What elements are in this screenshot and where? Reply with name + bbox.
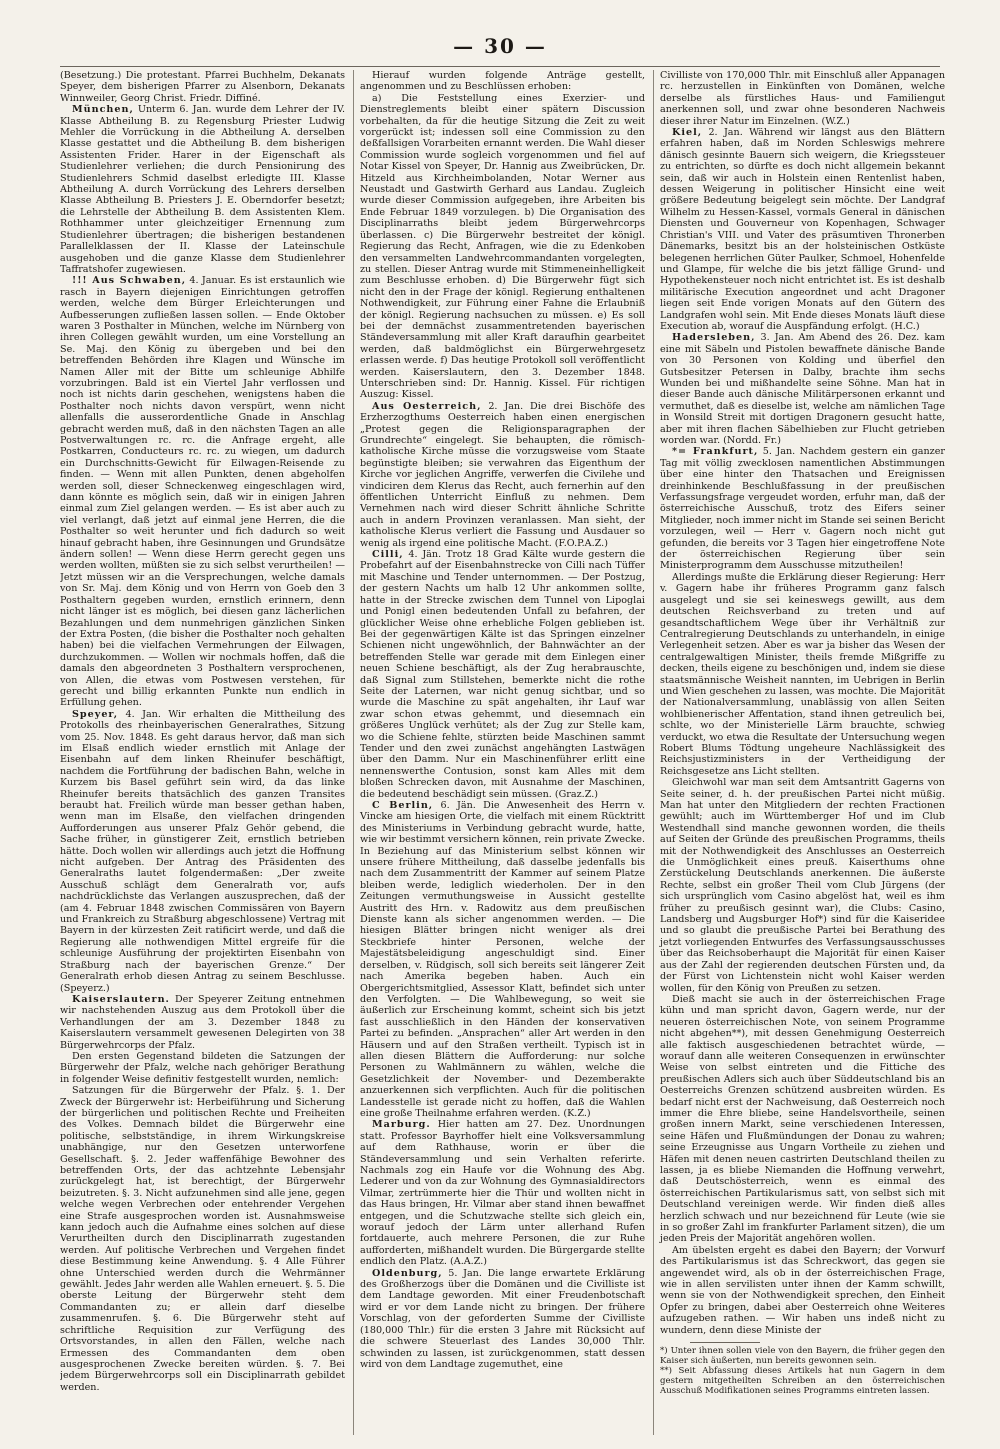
paragraph-text: 2. Jan. Die drei Bischöfe des Erzherzogthums Oesterreich haben einen energischen „Protest gegen die Religionsparagraphen der Grundrechte“ eingelegt. Sie behaupten, die römisch-katholische Kirche müsse die vorzugsweise vom Staate begünstigte bleiben; sie verwahren das Eigenthum der Kirche vor jeglichen Angriffe, verwerfen die Civilehe und vindiciren dem Klerus das Recht, auch fernerhin auf den öffentlichen Unterricht Einfluß zu nehmen. Dem Vernehmen nach wird dieser Schritt ähnliche Schritte auch in andern Provinzen veranlassen. Man sieht, der katholische Klerus verliert die Fassung und Ausdauer so wenig als irgend eine politische Macht. (F.O.P.A.Z.) bbox=[360, 400, 645, 549]
column-2 bbox=[353, 70, 645, 1435]
footnote-rule bbox=[690, 1342, 760, 1343]
dateline: Speyer, bbox=[72, 708, 119, 720]
article-paragraph bbox=[660, 777, 945, 994]
paragraph-text: Der Speyerer Zeitung entnehmen wir nachstehenden Auszug aus dem Protokoll über die Verhandlungen der am 3. Dezember 1848 zu Kaiserslautern versammelt gewesenen Delegirten von 38 Bürgerwehrcorps der Pfalz. bbox=[60, 993, 345, 1051]
article-paragraph bbox=[60, 70, 345, 104]
article-paragraph bbox=[360, 70, 645, 93]
paragraph-text: 5. Jan. Nachdem gestern ein ganzer Tag mit völlig zwecklosen namentlichen Abstimmungen über eine hinter den Thatsachen und Ereignissen dreinhinkende Beschlußfassung in der preußischen Verfassungsfrage vergeudet worden, erfuhr man, daß der österreichische Ausschuß, trotz des Eifers seiner Mitglieder, noch immer nicht im Stande sei seinen Bericht vorzulegen, weil — Herr v. Gagern noch nicht gut gefunden, die bereits vor 3 Tagen hier eingetroffene Note der österreichischen Regierung über sein Ministerprogramm dem Ausschusse mitzutheilen! bbox=[660, 446, 945, 572]
dateline: Kaiserslautern. bbox=[72, 993, 170, 1005]
paragraph-text: Allerdings mußte die Erklärung dieser Regierung: Herr v. Gagern habe ihr früheres Programm ganz falsch ausgelegt und sie sei keineswegs gewillt, aus dem deutschen Reichsverband zu treten und auf gesandtschaftlichem Wege über ihr Verhältniß zur Centralregierung Deutschlands zu unterhandeln, in einige Verlegenheit setzen. Aber es war ja bisher das Wesen der centralgewaltigen Minister, theils fremde Mißgriffe zu decken, theils eigene zu beschönigen und, indem sie diese staatsmännische Weisheit nannten, im Uebrigen in Berlin und Wien geschehen zu lassen, was mochte. Die Majorität der Nationalversammlung, unablässig von allen Seiten wohlbienerischer Affentation, stand ihnen getreulich bei, schlte, wo der Ministerielle Lärm brauchte, schwieg verduckt, wo etwa die Resultate der Untersuchung wegen Robert Blums Tödtung ungeheure Nachlässigkeit des Reichsjustizministers in der Vertheidigung der Reichsgesetze ans Licht stellten. bbox=[660, 571, 945, 777]
article-paragraph bbox=[60, 275, 345, 708]
article-paragraph bbox=[60, 709, 345, 994]
text-columns bbox=[60, 70, 945, 1435]
paragraph-text: a) Die Feststellung eines Exerzier- und Dienstreglements bleibt einer spätern Discussion vorbehalten, da für die heutige Sitzung die Zeit zu weit vorgerückt ist; indessen soll eine Commission zu den deßfallsigen Vorarbeiten ernannt werden. Die Wahl dieser Commission wurde sogleich vorgenommen und fiel auf Notar Kissel von Speyer, Dr. Hannig aus Zweibrücken, Dr. Hitzeld aus Kirchheimbolanden, Notar Werner aus Neustadt und Gastwirth Gerhard aus Landau. Zugleich wurde dieser Commission aufgegeben, ihre Arbeiten bis Ende Februar 1849 vorzulegen. b) Die Organisation des Disciplinarraths bleibt jedem Bürgerwehrcorps überlassen. c) Die Bürgerwehr bestreitet der königl. Regierung das Recht, Anfragen, wie die zu Edenkoben den versammelten Landwehrcommandanten vorgelegten, zu stellen. Dieser Antrag wurde mit Stimmeneinhelligkeit zum Beschlusse erhoben. d) Die Bürgerwehr fügt sich nicht den in der Frage der königl. Regierung enthaltenen Nothwendigkeit, zur Führung einer Fahne die Erlaubniß der königl. Regierung nachsuchen zu müssen. e) Es soll bei der demnächst zusammentretenden bayerischen Ständeversammlung mit aller Kraft daraufhin gearbeitet werden, daß baldmöglichst ein Bürgerwehrgesetz erlassen werde. f) Das heutige Protokoll soll veröffentlicht werden. Kaiserslautern, den 3. Dezember 1848. Unterschrieben sind: Dr. Hannig. Kissel. Für richtigen Auszug: Kissel. bbox=[360, 92, 645, 401]
paragraph-text: Gleichwohl war man seit dem Amtsantritt Gagerns von Seite seiner, d. h. der preußischen Partei nicht müßig. Man hat unter den Mitgliedern der rechten Fractionen gewühlt; auch im Württemberger Hof und im Club Westendhall sind manche gewonnen worden, die theils auf Seiten der Gründe des preußischen Programms, theils mit der Nothwendigkeit des Anschlusses an Oesterreich die Unmöglichkeit eines preuß. Kaiserthums ohne Zerstückelung Deutschlands anerkennen. Die äußerste Rechte, selbst ein großer Theil vom Club Jürgens (der sich ursprünglich vom Casino abgelöst hat, weil es ihm früher zu preußisch gesinnt war), die Clubs: Casino, Landsberg und Augsburger Hof*) sind für die Kaiseridee und so glaubt die preußische Partei bei Berathung des jetzt vorliegenden Entwurfes des Verfassungsausschusses über das Reichsoberhaupt die Majorität für einen Kaiser aus der Zahl der regierenden deutschen Fürsten und, da der Fürst von Lichtenstein nicht wohl Kaiser werden wollen, für den König von Preußen zu setzen. bbox=[660, 777, 945, 994]
header-rule bbox=[60, 66, 940, 67]
article-paragraph bbox=[60, 104, 345, 275]
paragraph-text: 2. Jan. Während wir längst aus den Blättern erfahren haben, daß im Norden Schleswigs mehrere dänisch gesinnte Bauern sich weigern, die Kriegssteuer zu entrichten, so dürfte es doch nicht allgemein bekannt sein, daß wir auch in Holstein einen Rentenlist haben, dessen Weigerung in politischer Hinsicht eine weit größere Bedeutung beigelegt sein möchte. Der Landgraf Wilhelm zu Hessen-Kassel, vormals General in dänischen Diensten und Gouverneur von Kopenhagen, Schwager Christian's VIII. und Vater des präsumtiven Thronerben Dänemarks, besitzt bis an der holsteinischen Ostküste belegenen herrlichen Güter Paulker, Schmoel, Hohenfelde und Glampe, für welche die bis jetzt fällige Grund- und Hypothekensteuer noch nicht entrichtet ist. Es ist deshalb militärische Execution angeordnet und acht Dragoner liegen seit Ende vorigen Monats auf den Gütern des Landgrafen wohl sein. Mit Ende dieses Monats läuft diese Execution ab, worauf die Auspfändung erfolgt. (H.C.) bbox=[660, 127, 945, 332]
paragraph-text: 5. Jan. Die lange erwartete Erklärung des Großherzogs über die Domänen und die Civilliste ist dem Landtage geworden. Mit einer Freudenbotschaft wird er vor dem Lande nicht zu bringen. Der frühere Vorschlag, von der geforderten Summe der Civilliste (180,000 Thlr.) für die ersten 3 Jahre mit Rücksicht auf die schwere Steuerlast des Landes 30,000 Thlr. schwinden zu lassen, ist zurückgenommen, statt dessen wird von dem Landtage zugemuthet, eine bbox=[360, 1267, 645, 1370]
dateline: Kiel, bbox=[672, 127, 703, 139]
paragraph-text: Hier hatten am 27. Dez. Unordnungen statt. Professor Bayrhoffer hielt eine Volksversammlung auf dem Rathhause, worin er über die Ständeversammlung und sein Verhalten referirte. Nachmals zog ein Haufe vor die Wohnung des Abg. Lederer und von da zur Wohnung des Gymnasialdirectors Vilmar, zertrümmerte hier die Thür und wollten nicht in das Haus bringen, Hr. Vilmar aber stand ihnen bewaffnet entgegen, und die Schutzwache stellte sich gleich ein, worauf jedoch der Lärm unter allerhand Rufen fortdauerte, auch mehrere Personen, die zur Ruhe aufforderten, mißhandelt wurden. Die Bürgergarde stellte endlich den Platz. (A.A.Z.) bbox=[360, 1119, 645, 1268]
dateline: Marburg. bbox=[372, 1119, 431, 1131]
paragraph-text: **) Seit Abfassung dieses Artikels hat nun Gagern in dem gestern mitgetheilten Schreiben an den österreichischen Ausschuß Modifikationen seines Programms eintreten lassen. bbox=[660, 1366, 945, 1397]
paragraph-text: Satzungen für die Bürgerwehr der Pfalz. §. 1. Der Zweck der Bürgerwehr ist: Herbeiführung und Sicherung der bürgerlichen und politischen Rechte und Freiheiten des Volkes. Demnach bildet die Bürgerwehr eine politische, selbstständige, in ihrem Wirkungskreise unabhängige, nur den Gesetzen unterworfene Gesellschaft. §. 2. Jeder waffenfähige Bewohner des betreffenden Orts, der das achtzehnte Lebensjahr zurückgelegt hat, ist berechtigt, der Bürgerwehr beizutreten. §. 3. Nicht aufzunehmen sind alle jene, gegen welche wegen Verbrechen oder entehrender Vergehen eine Strafe ausgesprochen worden ist. Ausnahmsweise kann jedoch auch die Aufnahme eines solchen auf diese Verurtheilten durch den Disciplinarrath zugestanden werden. Auf politische Verbrechen und Vergehen findet diese Bestimmung keine Anwendung. §. 4 Alle Führer ohne Unterschied werden durch die Wehrmänner gewählt. Jedes Jahr werden alle Wahlen erneuert. §. 5. Die oberste Leitung der Bürgerwehr steht dem Commandanten zu; er allein darf dieselbe zusammenrufen. §. 6. Die Bürgerwehr steht auf schriftliche Requisition zur Verfügung des Ortsvorstandes, in allen den Fällen, welche nach Ermessen des Commandanten dem oben ausgesprochenen Zwecke bereiten würden. §. 7. Bei jedem Bürgerwehrcorps soll ein Disciplinarrath gebildet werden. bbox=[60, 1085, 345, 1393]
column-1 bbox=[60, 70, 345, 1435]
article-paragraph bbox=[360, 93, 645, 401]
dateline: C Berlin, bbox=[372, 800, 434, 811]
article-paragraph bbox=[360, 549, 645, 800]
article-paragraph bbox=[60, 1051, 345, 1085]
paragraph-text: Civilliste von 170,000 Thlr. mit Einschluß aller Appanagen rc. herzustellen in Einkünften von Domänen, welche derselbe als fürstliches Haus- und Familiengut anerkennen soll, und zwar ohne besonderen Nachweis dieser ihrer Natur im Einzelnen. (W.Z.) bbox=[660, 70, 945, 127]
paragraph-text: Den ersten Gegenstand bildeten die Satzungen der Bürgerwehr der Pfalz, welche nach gehöriger Berathung in folgender Weise definitiv festgestellt wurden, nemlich: bbox=[60, 1050, 345, 1085]
article-paragraph bbox=[360, 401, 645, 549]
dateline: Oldenburg, bbox=[372, 1267, 443, 1279]
column-3 bbox=[653, 70, 945, 1435]
paragraph-text: *) Unter ihnen sollen viele von den Bayern, die früher gegen den Kaiser sich äußerten, nun bereits gewonnen sein. bbox=[660, 1346, 945, 1367]
dateline: Cilli, bbox=[372, 549, 404, 561]
article-paragraph bbox=[360, 1268, 645, 1371]
paragraph-text: Dieß macht sie auch in der österreichischen Frage kühn und man spricht davon, Gagern werde, nur der neueren österreichischen Note, von seinem Programme nicht abgehen**), mit dessen Genehmigung Oesterreich alle faktisch ausgeschiedenen betrachtet würde, — worauf dann alle weiteren Consequenzen in erwünschter Weise von selbst eintreten und die Fittiche des preußischen Adlers sich auch über Süddeutschland bis an Oesterreichs Grenzen schützend ausbreiten würden. Es bedarf nicht erst der Nachweisung, daß Oesterreich noch immer die Ehre bliebe, seine Handelsvortheile, seinen großen innern Markt, seine verschiedenen Interessen, seine Häfen und Flußmündungen der Donau zu wahren; seine Erzeugnisse aus Ungarn Vortheile zu ziehen und Häfen mit denen neuen castrirten Deutschland theilen zu lassen, ja es bliebe Niemanden die Hoffnung verwehrt, daß Deutschösterreich, wenn es einmal des österreichischen Partikularismus satt, von selbst sich mit Deutschland vereinigen werde. Wir finden dieß alles herzlich schwach und nur bezeichnend für Leute (wie sie in so großer Zahl im frankfurter Parlament sitzen), die um jeden Preis der Majorität angehören wollen. bbox=[660, 993, 945, 1245]
dateline: !!! Aus Schwaben, bbox=[72, 275, 187, 287]
article-paragraph bbox=[660, 70, 945, 127]
paragraph-text: Hierauf wurden folgende Anträge gestellt, angenommen und zu Beschlüssen erhoben: bbox=[360, 70, 645, 93]
article-paragraph bbox=[660, 572, 945, 777]
article-paragraph bbox=[360, 800, 645, 1119]
dateline: *= Frankfurt, bbox=[672, 446, 759, 458]
paragraph-text: Am übelsten ergeht es dabei den Bayern; der Vorwurf des Partikularismus ist das Schreckwort, das gegen sie angewendet wird, als ob in der österreichischen Frage, wie in allen servilisten unter ihnen der Kamm schwillt, wenn sie von der Nothwendigkeit sprechen, den Einheit Opfer zu bringen, dabei aber Oesterreich ohne Weiteres aufzugeben rathen. — Wir haben uns indeß nicht zu wundern, denn diese Ministe der bbox=[660, 1244, 945, 1336]
paragraph-text: Unterm 6. Jan. wurde dem Lehrer der IV. Klasse Abtheilung B. zu Regensburg Priester Ludwig Mehler die Vorrückung in die Abtheilung A. derselben Klasse gestattet und die Abtheilung B. dem bisherigen Assistenten Frider. Harer in der Eigenschaft als Studienlehrer verliehen; die durch Pensionirung des Studienlehrers Schmid daselbst erledigte III. Klasse Abtheilung A. durch Vorrückung des Lehrers derselben Klasse Abtheilung B. Priesters J. E. Oberndorfer besetzt; die Lehrstelle der Abtheilung B. dem Assistenten Klem. Rothhammer unter gleichzeitiger Ernennung zum Studienlehrer übertragen; die bisherigen bestandenen Parallelklassen der II. Klasse der Lateinschule ausgehoben und die ganze Klasse dem Studienlehrer Taffratshofer zugewiesen. bbox=[60, 104, 345, 275]
article-paragraph bbox=[660, 446, 945, 571]
paragraph-text: 3. Jan. Am Abend des 26. Dez. kam eine mit Säbeln und Pistolen bewaffnete dänische Bande von 30 Personen von Kolding und überfiel den Gutsbesitzer Petersen in Dalby, brachte ihm sechs Wunden bei und mißhandelte seine Söhne. Man hat in dieser Bande auch dänische Militärpersonen erkannt und vermuthet, daß es dieselbe ist, welche am nämlichen Tage in Wonsild Streit mit dortigen Dragonern gesucht hatte, aber mit ihren flachen Säbelhieben zur Flucht getrieben worden war. (Nordd. Fr.) bbox=[660, 332, 945, 446]
paragraph-text: 4. Januar. Es ist erstaunlich wie rasch in Bayern diejenigen Einrichtungen getroffen werden, welche dem Bürger Erleichterungen und Aufbesserungen zufließen lassen sollen. — Ende Oktober waren 3 Posthalter in München, welche im Nürnberg von ihren Collegen gewählt wurden, um eine Vorstellung an Se. Maj. den König zu übergeben und bei den betreffenden Behörden ihre Klagen und Wünsche im Namen Aller mit der Bitte um schleunige Abhilfe vorzubringen. Bald ist ein Viertel Jahr verflossen und noch ist nichts darin geschehen, wenigstens haben die Posthalter noch nichts davon verspürt, wenn nicht allenfalls die ausserordentliche Gnade in Anschlag gebracht werden muß, daß in den nächsten Tagen an alle Postverwaltungen rc. rc. die Anfrage ergeht, alle Postkarren, Conducteurs rc. rc. zu wiegen, um dadurch ein Durchschnitts-Gewicht für Eilwagen-Reisende zu finden. — Wenn mit allen Punkten, denen abgeholfen werden soll, dieser Schneckenweg eingeschlagen wird, dann könnte es möglich sein, daß wir in einigen Jahren einmal zum Ziel gelangen werden. — Es ist aber auch zu viel verlangt, daß jetzt auf einmal jene Herren, die die Posthalter so weit herunter und fich dadurch so weit hinauf gebracht haben, ihre Gesinnungen und Grundsätze ändern sollen! — Wenn diese Herrn gerecht gegen uns werden wollten, müßten sie zu sich selbst verurtheilen! — Jetzt müssen wir an die Versprechungen, welche damals von Sr. Maj. dem König und von Herrn von Goeb den 3 Posthaltern gegeben wurden, ernstlich erinnern, denn nicht länger ist es möglich, bei diesen ganz lächerlichen Bezahlungen und dem nunmehrigen gänzlichen Sinken der Extra Posten, (die bisher die Posthalter noch gehalten haben) bei die vielfachen Vermehrungen der Eilwagen, durchzukommen. — Wollen wir nochmals hoffen, daß die damals den abgeordneten 3 Posthaltern versprochenen, von Allen, die etwas vom Postwesen verstehen, für gerecht und billig erkannten Punkte nun endlich in Erfüllung gehen. bbox=[60, 275, 345, 709]
article-paragraph bbox=[360, 1119, 645, 1267]
dateline: Aus Oesterreich, bbox=[372, 400, 482, 412]
article-paragraph bbox=[60, 1085, 345, 1393]
article-paragraph bbox=[660, 1245, 945, 1336]
paragraph-text: 6. Jän. Die Anwesenheit des Herrn v. Vincke am hiesigen Orte, die vielfach mit einem Rücktritt des Ministeriums in Verbindung gebracht wurde, hatte, wie wir bestimmt versichern können, rein private Zwecke. In Beziehung auf das Ministerium selbst können wir unsere frühere Mittheilung, daß dasselbe jedenfalls bis nach dem Zusammentritt der Kammer auf seinem Platze bleiben werde, lediglich wiederholen. Der in den Zeitungen vermuthungsweise in Aussicht gestellte Austritt des Hrn. v. Radowitz aus dem preußischen Dienste kann als sicher angenommen werden. — Die hiesigen Blätter bringen nicht weniger als drei Steckbriefe hinter Personen, welche der Majestätsbeleidigung angeschuldigt sind. Einer derselben, v. Rüdgisch, soll sich bereits seit längerer Zeit nach Amerika begeben haben. Auch ein Obergerichtsmitglied, Assessor Klatt, befindet sich unter den Verfolgten. — Die Wahlbewegung, so weit sie äußerlich zur Erscheinung kommt, scheint sich bis jetzt fast ausschließlich in den Händen der konservativen Partei zu befinden. „Ansprachen“ aller Art werden in den Häusern und auf den Straßen vertheilt. Typisch ist in allen diesen Blättern die Aufforderung: nur solche Personen zu Wahlmännern zu wählen, welche die Gesetzlichkeit der November- und Dezemberakte anzuerkennen sich verpflichten. Auch für die politischen Landesstelle ist gerade nicht zu hoffen, daß die Wahlen eine große Theilnahme erfahren werden. (K.Z.) bbox=[360, 800, 645, 1119]
paragraph-text: 4. Jan. Wir erhalten die Mittheilung des Protokolls des rheinbayerischen Generalrathes, Sitzung vom 25. Nov. 1848. Es geht daraus hervor, daß man sich im Elsaß endlich wieder ernstlich mit Anlage der Eisenbahn auf dem linken Rheinufer beschäftigt, nachdem die Fortführung der badischen Bahn, welche in Kurzem bis Basel geführt sein wird, da das linke Rheinufer bereits thatsächlich des ganzen Transites beraubt hat. Freilich würde man besser gethan haben, wenn man im Elsaße, den vielfachen dringenden Aufforderungen aus unserer Pfalz Gehör gebend, die Sache früher, in günstigerer Zeit, ernstlich betrieben hätte. Doch wollen wir allerdings auch jetzt die Hoffnung nicht aufgeben. Der Antrag des Präsidenten des Generalraths lautet folgendermaßen: „Der zweite Ausschuß schlägt dem Generalrath vor, aufs nachdrücklichste das Verlangen auszusprechen, daß der (am 4. Februar 1848 zwischen Commissären von Bayern und Frankreich zu Straßburg abgeschlossene) Vertrag mit Bayern in der kürzesten Zeit ratificirt werde, und daß die Regierung alle nothwendigen Mittel ergreife für die schleunige Ausführung der projektirten Eisenbahn von Straßburg nach der bayerischen Grenze.“ Der Generalrath erhob diesen Antrag zu seinem Beschlusse. (Speyerz.) bbox=[60, 708, 345, 994]
page-number: — 30 — bbox=[453, 34, 547, 58]
dateline: Hadersleben, bbox=[672, 332, 756, 344]
dateline: München, bbox=[72, 104, 134, 116]
article-paragraph bbox=[660, 994, 945, 1245]
paragraph-text: 4. Jän. Trotz 18 Grad Kälte wurde gestern die Probefahrt auf der Eisenbahnstrecke von Cilli nach Tüffer mit Maschine und Tender unternommen. — Der Postzug, der gestern Nachts um halb 12 Uhr ankommen sollte, hatte in der Strecke zwischen dem Tunnel von Lipoglai und Ponigl einen bedeutenden Unfall zu befahren, der glücklicher Weise ohne erhebliche Folgen geblieben ist. Bei der gegenwärtigen Kälte ist das Springen einzelner Schienen nicht ungewöhnlich, der Bahnwächter an der betreffenden Stelle war gerade mit dem Einlegen einer neuen Schiene beschäftigt, als der Zug herabrauschte, daß Signal zum Stillstehen, bemerkte nicht die rothe Seite der Laternen, war nicht genug sichtbar, und so wurde die Maschine zu spät angehalten, ihr Lauf war zwar schon etwas gehemmt, und diesemnach ein größeres Unglück verhütet; als der Zug zur Stelle kam, wo die Schiene fehlte, stürzten beide Maschinen sammt Tender und den zwei zunächst angehängten Lastwägen über den Damm. Nur ein Maschinenführer erlitt eine nennenswerthe Contusion, sonst kam Alles mit dem bloßen Schrecken davon, mit Ausnahme der Maschinen, die bedeutend beschädigt sein müssen. (Graz.Z.) bbox=[360, 549, 645, 800]
article-paragraph bbox=[660, 332, 945, 446]
paragraph-text: (Besetzung.) Die protestant. Pfarrei Buchhelm, Dekanats Speyer, dem bisherigen Pfarrer zu Alsenborn, Dekanats Winnweiler, Georg Christ. Friedr. Diffiné. bbox=[60, 70, 345, 104]
footnote bbox=[660, 1366, 945, 1396]
article-paragraph bbox=[60, 994, 345, 1051]
article-paragraph bbox=[660, 127, 945, 332]
footnote bbox=[660, 1346, 945, 1366]
